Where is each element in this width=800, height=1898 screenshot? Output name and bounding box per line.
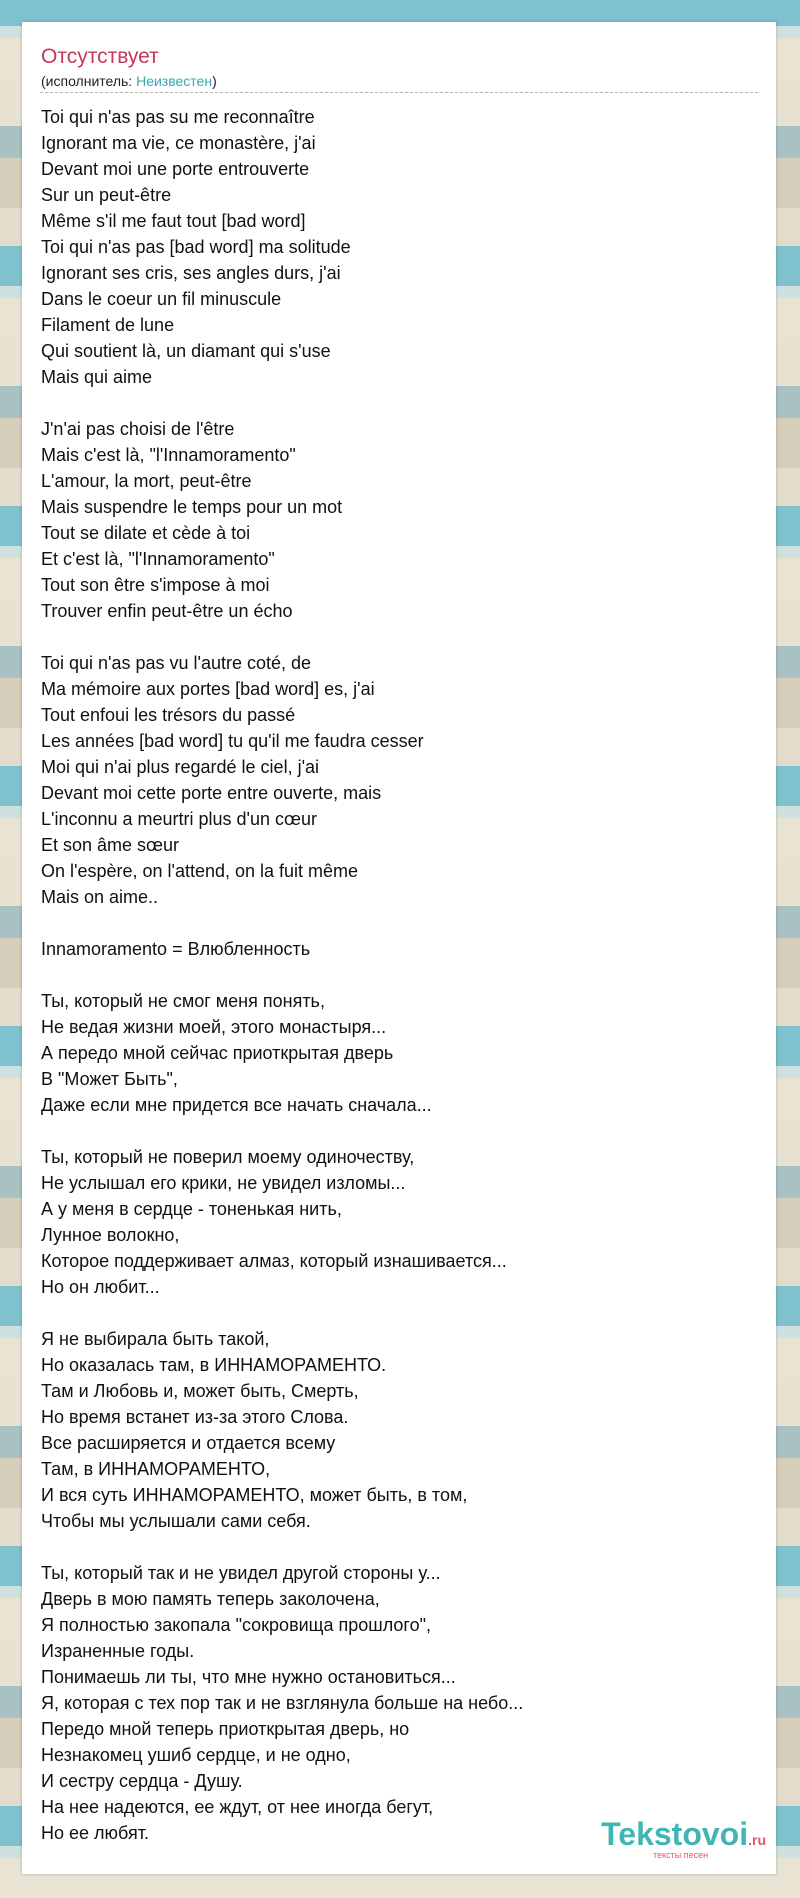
lyric-line: Но оказалась там, в ИННАМОРАМЕНТО.	[41, 1355, 387, 1375]
lyric-line: Toi qui n'as pas su me reconnaître	[41, 107, 315, 127]
lyric-line: Innamoramento = Влюбленность	[41, 939, 311, 959]
lyric-line: Незнакомец ушиб сердце, и не одно,	[41, 1745, 351, 1765]
lyric-line: Ma mémoire aux portes [bad word] es, j'ai	[41, 679, 375, 699]
lyric-line: А у меня в сердце - тоненькая нить,	[41, 1199, 342, 1219]
lyric-line: Я не выбирала быть такой,	[41, 1329, 270, 1349]
site-logo[interactable]	[601, 1818, 766, 1860]
lyric-line: Tout son être s'impose à moi	[41, 575, 270, 595]
lyric-line: Но время встанет из-за этого Слова.	[41, 1407, 349, 1427]
lyric-line: Передо мной теперь приоткрытая дверь, но	[41, 1719, 410, 1739]
lyric-line: Dans le coeur un fil minuscule	[41, 289, 282, 309]
lyric-line: Et son âme sœur	[41, 835, 180, 855]
lyric-line: Чтобы мы услышали сами себя.	[41, 1511, 311, 1531]
logo-tld: .ru	[748, 1832, 766, 1848]
lyric-line: L'amour, la mort, peut-être	[41, 471, 252, 491]
lyric-line: Понимаешь ли ты, что мне нужно остановиться...	[41, 1667, 456, 1687]
lyric-line: Mais c'est là, "l'Innamoramento"	[41, 445, 296, 465]
logo-wordmark: Tekstovoi	[601, 1816, 749, 1852]
stanza-gap	[41, 1534, 741, 1560]
lyric-line: Я полностью закопала "сокровища прошлого",	[41, 1615, 431, 1635]
lyric-line: Moi qui n'ai plus regardé le ciel, j'ai	[41, 757, 320, 777]
artist-line	[41, 73, 217, 89]
lyric-line: Но он любит...	[41, 1277, 160, 1297]
lyric-line: Tout enfoui les trésors du passé	[41, 705, 296, 725]
lyric-line: А передо мной сейчас приоткрытая дверь	[41, 1043, 394, 1063]
lyric-line: Израненные годы.	[41, 1641, 195, 1661]
lyric-line: Но ее любят.	[41, 1823, 149, 1843]
lyric-line: Лунное волокно,	[41, 1225, 180, 1245]
stanza-gap	[41, 1118, 741, 1144]
lyric-line: Mais suspendre le temps pour un mot	[41, 497, 343, 517]
song-title: Отсутствует	[41, 45, 159, 68]
lyric-line: J'n'ai pas choisi de l'être	[41, 419, 235, 439]
lyrics-body	[41, 104, 741, 1846]
stanza-gap	[41, 624, 741, 650]
lyric-line: Tout se dilate et cède à toi	[41, 523, 251, 543]
lyric-line: Devant moi une porte entrouverte	[41, 159, 310, 179]
lyric-line: Которое поддерживает алмаз, который изнашивается...	[41, 1251, 507, 1271]
stanza-gap	[41, 1300, 741, 1326]
lyric-line: Devant moi cette porte entre ouverte, mais	[41, 783, 382, 803]
lyric-line: Toi qui n'as pas [bad word] ma solitude	[41, 237, 351, 257]
lyric-line: Même s'il me faut tout [bad word]	[41, 211, 306, 231]
lyric-line: Filament de lune	[41, 315, 175, 335]
stanza-gap	[41, 910, 741, 936]
lyric-line: Не услышал его крики, не увидел изломы...	[41, 1173, 406, 1193]
lyric-line: Et c'est là, "l'Innamoramento"	[41, 549, 275, 569]
lyric-line: Mais on aime..	[41, 887, 159, 907]
lyric-line: И сестру сердца - Душу.	[41, 1771, 243, 1791]
lyric-line: Там, в ИННАМОРАМЕНТО,	[41, 1459, 271, 1479]
lyric-line: Ты, который не поверил моему одиночеству,	[41, 1147, 415, 1167]
lyric-line: Mais qui aime	[41, 367, 153, 387]
lyric-line: Ignorant ma vie, ce monastère, j'ai	[41, 133, 316, 153]
lyric-line: Qui soutient là, un diamant qui s'use	[41, 341, 331, 361]
lyric-line: On l'espère, on l'attend, on la fuit même	[41, 861, 359, 881]
lyric-line: Toi qui n'as pas vu l'autre coté, de	[41, 653, 312, 673]
lyric-line: Там и Любовь и, может быть, Смерть,	[41, 1381, 359, 1401]
lyric-line: И вся суть ИННАМОРАМЕНТО, может быть, в том,	[41, 1485, 468, 1505]
artist-prefix: (исполнитель:	[41, 73, 137, 89]
lyric-line: Все расширяется и отдается всему	[41, 1433, 336, 1453]
logo-tagline: тексты песен	[653, 1850, 709, 1860]
lyric-line: Ignorant ses cris, ses angles durs, j'ai	[41, 263, 341, 283]
lyric-line: Ты, который так и не увидел другой стороны у...	[41, 1563, 441, 1583]
lyric-line: Sur un peut-être	[41, 185, 172, 205]
artist-link[interactable]: Неизвестен	[136, 73, 213, 89]
lyric-line: Trouver enfin peut-être un écho	[41, 601, 293, 621]
artist-suffix: )	[212, 73, 217, 89]
lyric-line: Не ведая жизни моей, этого монастыря...	[41, 1017, 387, 1037]
lyric-line: На нее надеются, ее ждут, от нее иногда бегут,	[41, 1797, 434, 1817]
lyric-line: Даже если мне придется все начать сначала...	[41, 1095, 432, 1115]
lyric-line: Дверь в мою память теперь заколочена,	[41, 1589, 380, 1609]
lyric-line: L'inconnu a meurtri plus d'un cœur	[41, 809, 318, 829]
lyrics-page	[22, 22, 776, 1874]
lyric-line: Les années [bad word] tu qu'il me faudra cesser	[41, 731, 424, 751]
lyric-line: Ты, который не смог меня понять,	[41, 991, 325, 1011]
stanza-gap	[41, 962, 741, 988]
title-divider	[40, 92, 758, 93]
stanza-gap	[41, 390, 741, 416]
lyric-line: Я, которая с тех пор так и не взглянула больше на небо...	[41, 1693, 524, 1713]
lyric-line: В "Может Быть",	[41, 1069, 178, 1089]
